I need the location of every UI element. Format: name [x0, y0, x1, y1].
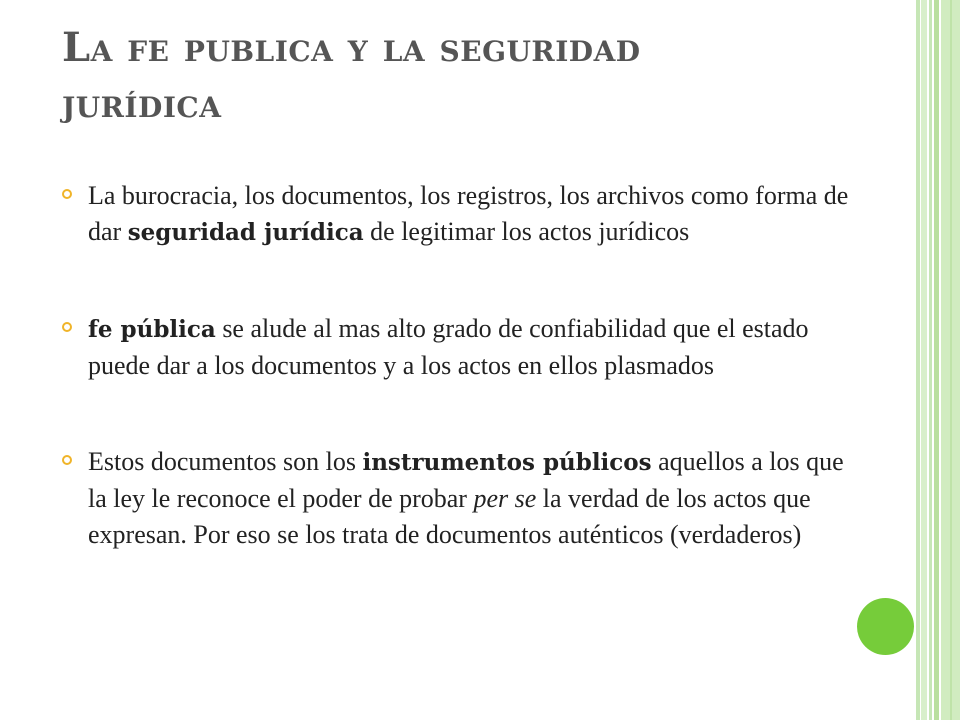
bullet-list	[62, 178, 862, 553]
bold-term: fe pública	[88, 316, 216, 343]
circle-bullet-icon	[62, 322, 72, 332]
decorative-stripe	[929, 0, 932, 720]
text-span: la verdad de los actos que expresan. Por eso se los trata de documentos auténticos (verdaderos)	[88, 484, 811, 549]
bullet-text	[88, 311, 862, 384]
bold-term: instrumentos públicos	[362, 449, 652, 476]
text-span: se alude al mas alto grado de confiabilidad que el estado puede dar a los documentos y a los actos en ellos plasmados	[88, 314, 809, 380]
bullet-text	[88, 444, 862, 553]
bullet-item	[62, 444, 862, 553]
decorative-stripe	[921, 0, 927, 720]
bullet-item	[62, 178, 862, 251]
circle-bullet-icon	[62, 455, 72, 465]
text-span: La burocracia, los documentos, los registros, los archivos como forma de dar	[88, 181, 849, 246]
text-span: aquellos a los que la ley le reconoce el poder de probar	[88, 447, 844, 513]
title-line-2: jurídica	[62, 80, 222, 127]
decorative-stripe	[934, 0, 939, 720]
green-circle-decoration	[857, 598, 914, 655]
text-span: de legitimar los actos jurídicos	[363, 217, 690, 246]
decorative-stripe	[916, 0, 920, 720]
bullet-text	[88, 178, 862, 251]
text-span: Estos documentos son los	[88, 447, 363, 476]
decorative-stripe	[950, 0, 952, 720]
bold-term: seguridad jurídica	[127, 219, 364, 246]
bullet-item	[62, 311, 862, 384]
slide-title	[62, 20, 882, 132]
italic-term: per se	[473, 484, 537, 513]
title-line-1: La fe publica y la seguridad	[62, 24, 641, 71]
circle-bullet-icon	[62, 189, 72, 199]
